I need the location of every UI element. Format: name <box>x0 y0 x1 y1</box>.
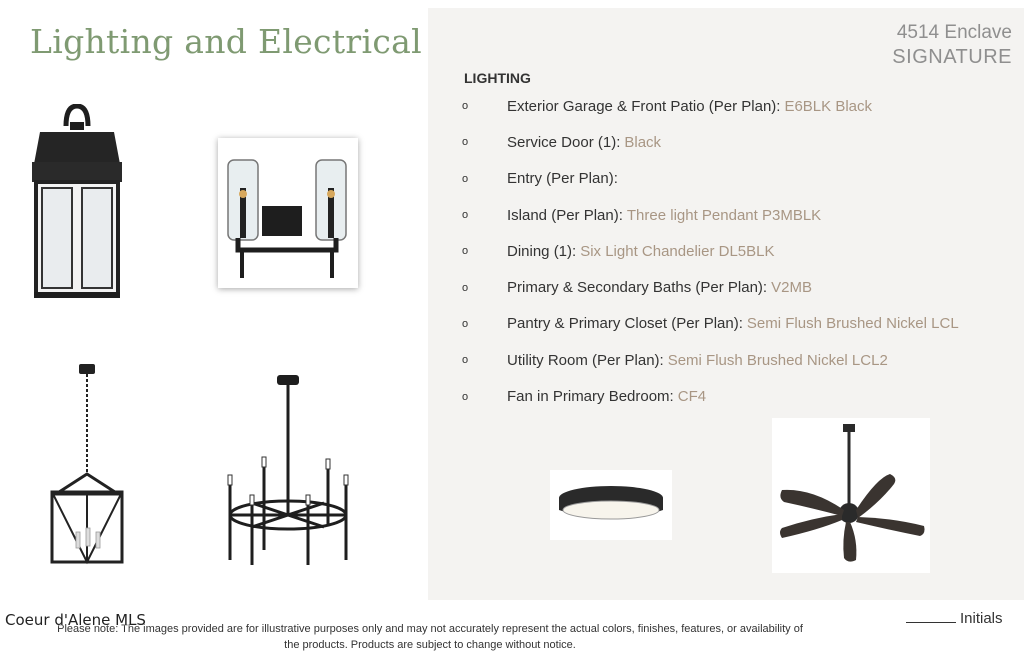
item-label: Utility Room (Per Plan): <box>507 351 664 369</box>
exterior-lantern-image <box>30 104 125 300</box>
item-label: Pantry & Primary Closet (Per Plan): <box>507 315 743 333</box>
item-label: Exterior Garage & Front Patio (Per Plan): <box>507 97 781 115</box>
item-label: Fan in Primary Bedroom: <box>507 388 674 406</box>
bullet-icon: o <box>462 281 469 294</box>
list-item <box>462 197 1022 233</box>
item-value: Black <box>624 133 662 151</box>
brand-collection: SIGNATURE <box>892 46 1012 68</box>
lighting-list <box>462 88 1022 415</box>
page-title: Lighting and Electrical <box>30 22 422 61</box>
lighting-panel <box>428 8 1024 600</box>
bullet-icon: o <box>462 172 469 185</box>
item-value: V2MB <box>771 279 812 297</box>
bullet-icon: o <box>462 245 469 258</box>
watermark: Coeur d'Alene MLS <box>5 611 146 629</box>
item-label: Primary & Secondary Baths (Per Plan): <box>507 279 768 297</box>
item-value: Semi Flush Brushed Nickel LCL2 <box>667 351 888 369</box>
item-value: Six Light Chandelier DL5BLK <box>580 242 775 260</box>
item-label: Entry (Per Plan): <box>507 170 618 188</box>
vanity-light-image <box>218 138 358 288</box>
brand-community: 4514 Enclave <box>896 22 1012 43</box>
flush-mount-light-image <box>550 470 672 540</box>
bullet-icon: o <box>462 390 469 403</box>
item-label: Service Door (1): <box>507 133 621 151</box>
lighting-heading: LIGHTING <box>464 70 531 86</box>
disclaimer-line-2: the products. Products are subject to change without notice. <box>284 639 576 651</box>
item-value: Semi Flush Brushed Nickel LCL <box>746 315 959 333</box>
brand-block <box>892 20 1012 70</box>
list-item <box>462 378 1022 414</box>
bullet-icon: o <box>462 136 469 149</box>
list-item <box>462 88 1022 124</box>
list-item <box>462 124 1022 160</box>
item-value: E6BLK Black <box>784 97 872 115</box>
initials-line <box>906 622 956 623</box>
initials-field <box>906 610 1003 627</box>
bullet-icon: o <box>462 354 469 367</box>
list-item <box>462 233 1022 269</box>
item-value: CF4 <box>677 388 707 406</box>
item-value: Three light Pendant P3MBLK <box>626 206 822 224</box>
pendant-lantern-image <box>44 364 130 569</box>
disclaimer-line-1: Please note: The images provided are for illustrative purposes only and may not accurately represent the actual colors, finishes, features, or availability of <box>57 623 803 635</box>
list-item <box>462 306 1022 342</box>
item-label: Dining (1): <box>507 242 577 260</box>
ceiling-fan-image <box>772 418 930 573</box>
list-item <box>462 342 1022 378</box>
list-item <box>462 269 1022 305</box>
bullet-icon: o <box>462 100 469 113</box>
chandelier-image <box>222 375 354 570</box>
initials-label: Initials <box>960 610 1003 627</box>
bullet-icon: o <box>462 317 469 330</box>
list-item <box>462 161 1022 197</box>
bullet-icon: o <box>462 209 469 222</box>
item-label: Island (Per Plan): <box>507 206 623 224</box>
